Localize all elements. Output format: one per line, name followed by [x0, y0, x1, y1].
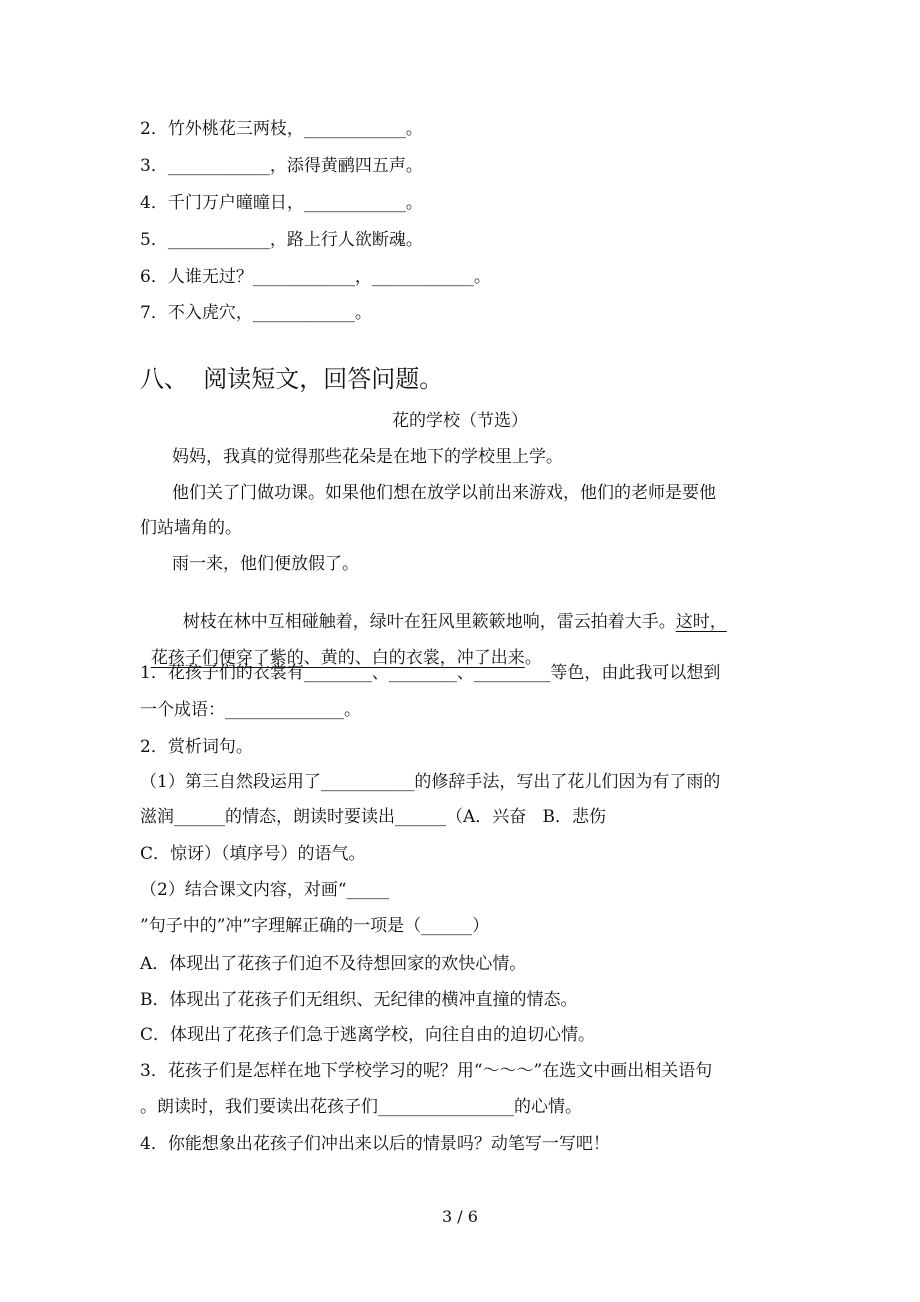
passage-paragraph-3: 雨一来，他们便放假了。	[172, 554, 359, 574]
passage-title: 花的学校（节选）	[392, 411, 528, 431]
passage-text: 树枝在林中互相碰触着，绿叶在狂风里簌簌地响，雷云拍着大手。	[182, 612, 676, 632]
question-2-1-line-3: C．惊讶）（填序号）的语气。	[140, 844, 366, 864]
fill-item-7: 7．不入虎穴，____________。	[140, 303, 372, 323]
question-2-1-line-1: （1）第三自然段运用了___________的修辞手法，写出了花儿们因为有了雨的	[140, 772, 721, 792]
question-2-2-line-2: ”句子中的”冲”字理解正确的一项是（______）	[140, 916, 490, 936]
question-2-2-line-1: （2）结合课文内容，对画“_____	[140, 880, 390, 900]
underlined-sentence: 这时，	[675, 612, 727, 632]
fill-item-3: 3．____________，添得黄鹂四五声。	[140, 156, 423, 176]
fill-item-2: 2．竹外桃花三两枝，____________。	[140, 119, 423, 139]
question-3-line-1: 3．花孩子们是怎样在地下学校学习的呢？用“～～～”在选文中画出相关语句	[140, 1061, 713, 1081]
question-2-1-line-2: 滋润______的情态，朗读时要读出______（A．兴奋 B．悲伤	[140, 807, 606, 827]
passage-paragraph-1: 妈妈，我真的觉得那些花朵是在地下的学校里上学。	[172, 447, 563, 467]
passage-text: 。	[524, 648, 542, 668]
option-a: A．体现出了花孩子们迫不及待想回家的欢快心情。	[140, 954, 527, 974]
question-2: 2．赏析词句。	[140, 737, 253, 757]
question-1-line-1: 1．花孩子们的衣裳有________、________、_________等色，由此我可以想到	[140, 663, 721, 683]
question-1-line-2: 一个成语：______________。	[140, 700, 361, 720]
fill-item-6: 6．人谁无过？____________，____________。	[140, 267, 491, 287]
section-title: 八、 阅读短文，回答问题。	[140, 365, 444, 393]
question-4: 4．你能想象出花孩子们冲出来以后的情景吗？动笔写一写吧！	[140, 1134, 610, 1154]
fill-item-4: 4．千门万户曈曈日，____________。	[140, 193, 423, 213]
passage-paragraph-2-line-1: 他们关了门做功课。如果他们想在放学以前出来游戏，他们的老师是要他	[172, 483, 716, 503]
passage-paragraph-2-line-2: 们站墙角的。	[140, 518, 242, 538]
option-b: B．体现出了花孩子们无组织、无纪律的横冲直撞的情态。	[140, 990, 578, 1010]
page-number: 3 / 6	[442, 1207, 478, 1226]
fill-item-5: 5．____________，路上行人欲断魂。	[140, 230, 423, 250]
underlined-sentence: 花孩子们便穿了紫的、黄的、白的衣裳，冲了出来	[150, 648, 525, 668]
option-c: C．体现出了花孩子们急于逃离学校，向往自由的迫切心情。	[140, 1025, 596, 1045]
question-3-line-2: 。朗读时，我们要读出花孩子们________________的心情。	[140, 1097, 582, 1117]
